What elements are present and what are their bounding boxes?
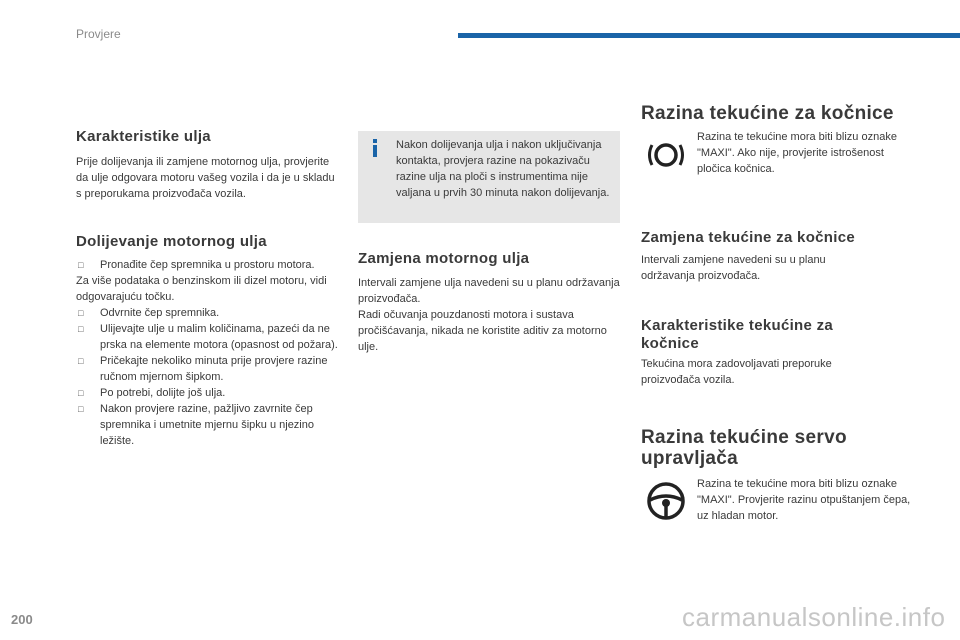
heading-oil-spec: Karakteristike ulja — [76, 128, 211, 145]
page-number: 200 — [11, 612, 33, 627]
heading-brake-spec: Karakteristike tekućine za kočnice — [641, 317, 834, 352]
square-bullet-icon: □ — [78, 388, 84, 398]
list-item: □ Po potrebi, dolijte još ulja. — [78, 387, 226, 399]
watermark: carmanualsonline.info — [682, 602, 946, 632]
square-bullet-icon: □ — [78, 404, 84, 414]
list-item: □ Nakon provjere razine, pažljivo zavrnite čep spremnika i umetnite mjernu šipku u njezino ležište. — [78, 403, 314, 447]
info-text: Nakon dolijevanja ulja i nakon uključivanja kontakta, provjera razine na pokazivaču razine ulja na ploči s instrumentima nije valjana u prvih 30 minuta nakon dolijevanja. — [396, 139, 610, 199]
heading-oil-change: Zamjena motornog ulja — [358, 250, 530, 267]
oil-spec-text: Prije dolijevanja ili zamjene motornog ulja, provjerite da ulje odgovara motoru vašeg vozila i da je u skladu s preporukama proizvođača vozila. — [76, 156, 335, 200]
brake-spec-text: Tekućina mora zadovoljavati preporuke proizvođača vozila. — [641, 358, 832, 386]
list-item: □ Pronađite čep spremnika u prostoru motora. — [78, 259, 315, 271]
oil-topup-list-2 — [76, 305, 338, 449]
square-bullet-icon: □ — [78, 356, 84, 366]
brake-level-text: Razina te tekućine mora biti blizu oznake "MAXI". Ako nije, provjerite istrošenost pločica kočnica. — [697, 131, 897, 175]
square-bullet-icon: □ — [78, 308, 84, 318]
header-title: Provjere — [76, 27, 121, 41]
list-item: □ Odvrnite čep spremnika. — [78, 307, 220, 319]
middle-column — [358, 250, 620, 355]
header-bar — [458, 33, 960, 38]
list-item: □ Ulijevajte ulje u malim količinama, pazeći da ne prska na elemente motora (opasnost od požara). — [78, 323, 338, 351]
list-item: □ Pričekajte nekoliko minuta prije provjere razine ručnom mjernom šipkom. — [78, 355, 328, 383]
heading-oil-topup: Dolijevanje motornog ulja — [76, 233, 267, 250]
info-icon — [370, 139, 380, 157]
steering-wheel-icon — [646, 481, 686, 526]
heading-steering-level: Razina tekućine servo upravljača — [641, 427, 847, 469]
oil-topup-list — [76, 257, 338, 273]
oil-topup-note: Za više podataka o benzinskom ili dizel motoru, vidi odgovarajuću točku. — [76, 275, 327, 303]
left-column — [76, 128, 338, 449]
oil-change-text-1: Intervali zamjene ulja navedeni su u planu održavanja proizvođača. — [358, 277, 620, 305]
brake-change-text: Intervali zamjene navedeni su u planu održavanja proizvođača. — [641, 254, 826, 282]
square-bullet-icon: □ — [78, 324, 84, 334]
brake-warning-icon — [646, 140, 686, 175]
heading-brake-level: Razina tekućine za kočnice — [641, 103, 894, 124]
info-box — [358, 131, 620, 223]
oil-change-text-2: Radi očuvanja pouzdanosti motora i sustava pročišćavanja, nikada ne koristite aditiv za motorno ulje. — [358, 309, 607, 353]
square-bullet-icon: □ — [78, 260, 84, 270]
heading-brake-change: Zamjena tekućine za kočnice — [641, 229, 856, 246]
steering-level-text: Razina te tekućine mora biti blizu oznake "MAXI". Provjerite razinu otpuštanjem čepa, uz hladan motor. — [697, 478, 911, 522]
